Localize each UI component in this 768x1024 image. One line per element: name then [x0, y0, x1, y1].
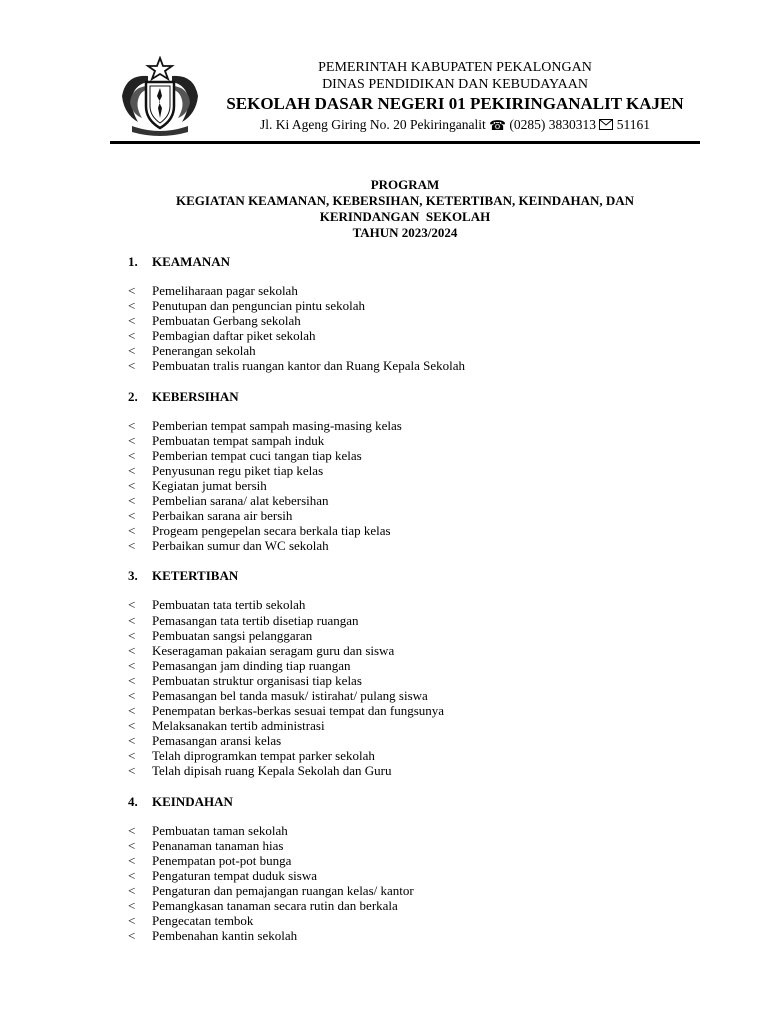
item-text: Pembuatan Gerbang sekolah [152, 313, 301, 329]
bullet-marker: < [128, 612, 136, 628]
section-kebersihan [128, 388, 708, 554]
list-item [128, 913, 708, 928]
bullet-marker: < [128, 672, 136, 688]
list-item [128, 868, 708, 883]
bullet-marker: < [128, 852, 136, 868]
item-text: Kegiatan jumat bersih [152, 477, 267, 493]
item-text: Pembuatan tralis ruangan kantor dan Ruang Kepala Sekolah [152, 358, 465, 374]
list-item [128, 718, 708, 733]
list-item [128, 358, 708, 373]
letterhead-school-name: SEKOLAH DASAR NEGERI 01 PEKIRINGANALIT KAJEN [226, 94, 684, 113]
bullet-marker: < [128, 493, 136, 509]
bullet-marker: < [128, 328, 136, 344]
item-text: Pembuatan tata tertib sekolah [152, 597, 306, 613]
item-text: Penutupan dan penguncian pintu sekolah [152, 298, 366, 314]
item-text: Perbaikan sarana air bersih [152, 508, 293, 524]
section-heading [128, 388, 708, 406]
item-text: Progeam pengepelan secara berkala tiap kelas [152, 523, 391, 539]
letterhead-divider [110, 141, 700, 144]
section-number: 3. [128, 568, 138, 584]
item-text: Pembuatan struktur organisasi tiap kelas [152, 672, 362, 688]
item-text: Penempatan berkas-berkas sesuai tempat dan fungsunya [152, 703, 445, 719]
letterhead-contact [210, 115, 700, 136]
item-list [128, 418, 708, 554]
postal-code: 51161 [616, 117, 650, 132]
list-item [128, 538, 708, 553]
bullet-marker: < [128, 837, 136, 853]
item-text: Telah diprogramkan tempat parker sekolah [152, 748, 375, 764]
title-line-3: KERINDANGAN SEKOLAH [319, 209, 491, 224]
item-text: Melaksanakan tertib administrasi [152, 718, 325, 734]
bullet-marker: < [128, 928, 136, 944]
bullet-marker: < [128, 508, 136, 524]
bullet-marker: < [128, 703, 136, 719]
item-text: Pembenahan kantin sekolah [152, 928, 298, 944]
list-item [128, 823, 708, 838]
list-item [128, 448, 708, 463]
item-text: Perbaikan sumur dan WC sekolah [152, 538, 329, 554]
item-list [128, 597, 708, 778]
list-item [128, 898, 708, 913]
bullet-marker: < [128, 748, 136, 764]
item-text: Pengaturan tempat duduk siswa [152, 867, 317, 883]
item-text: Pembagian daftar piket sekolah [152, 328, 316, 344]
item-text: Pembuatan taman sekolah [152, 822, 288, 838]
list-item [128, 478, 708, 493]
item-text: Pembuatan sangsi pelanggaran [152, 627, 313, 643]
bullet-marker: < [128, 642, 136, 658]
item-text: Pembelian sarana/ alat kebersihan [152, 493, 329, 509]
item-text: Pemasangan aransi kelas [152, 733, 282, 749]
item-text: Pemberian tempat sampah masing-masing kelas [152, 417, 402, 433]
item-text: Penempatan pot-pot bunga [152, 852, 292, 868]
item-text: Pembuatan tempat sampah induk [152, 432, 325, 448]
section-title: KEINDAHAN [152, 793, 233, 809]
bullet-marker: < [128, 298, 136, 314]
item-list [128, 823, 708, 944]
list-item [128, 597, 708, 612]
list-item [128, 883, 708, 898]
bullet-marker: < [128, 822, 136, 838]
section-number: 1. [128, 254, 138, 269]
list-item [128, 343, 708, 358]
bullet-marker: < [128, 733, 136, 749]
item-text: Pemangkasan tanaman secara rutin dan berkala [152, 898, 398, 913]
list-item [128, 328, 708, 343]
list-item [128, 463, 708, 478]
bullet-marker: < [128, 627, 136, 643]
bullet-marker: < [128, 867, 136, 883]
section-title: KEBERSIHAN [152, 388, 239, 404]
section-heading [128, 793, 708, 811]
regency-emblem-icon [118, 56, 202, 136]
item-text: Telah dipisah ruang Kepala Sekolah dan Guru [152, 763, 392, 779]
bullet-marker: < [128, 657, 136, 673]
title-line-4: TAHUN 2023/2024 [352, 225, 458, 240]
bullet-marker: < [128, 432, 136, 448]
item-text: Penerangan sekolah [152, 343, 256, 359]
section-number: 4. [128, 793, 138, 809]
section-heading [128, 567, 708, 585]
telephone-icon: ☎ [489, 118, 506, 133]
section-keamanan [128, 253, 708, 374]
bullet-marker: < [128, 913, 136, 929]
bullet-marker: < [128, 447, 136, 463]
item-text: Pemeliharaan pagar sekolah [152, 283, 298, 298]
item-text: Pemasangan jam dinding tiap ruangan [152, 657, 351, 673]
item-text: Pemasangan tata tertib disetiap ruangan [152, 612, 359, 628]
letterhead-government: PEMERINTAH KABUPATEN PEKALONGAN [318, 60, 592, 75]
list-item [128, 313, 708, 328]
item-text: Pengaturan dan pemajangan ruangan kelas/ kantor [152, 882, 414, 898]
list-item [128, 853, 708, 868]
program-content [128, 253, 708, 957]
list-item [128, 508, 708, 523]
bullet-marker: < [128, 343, 136, 359]
list-item [128, 658, 708, 673]
list-item [128, 703, 708, 718]
section-title: KEAMANAN [152, 254, 230, 269]
list-item [128, 613, 708, 628]
list-item [128, 733, 708, 748]
bullet-marker: < [128, 313, 136, 329]
list-item [128, 838, 708, 853]
list-item [128, 763, 708, 778]
list-item [128, 688, 708, 703]
list-item [128, 433, 708, 448]
bullet-marker: < [128, 597, 136, 613]
item-list [128, 283, 708, 374]
item-text: Keseragaman pakaian seragam guru dan siswa [152, 642, 395, 658]
list-item [128, 748, 708, 763]
document-title [110, 177, 700, 241]
list-item [128, 283, 708, 298]
letterhead [110, 56, 700, 146]
bullet-marker: < [128, 477, 136, 493]
bullet-marker: < [128, 687, 136, 703]
bullet-marker: < [128, 763, 136, 779]
title-line-2: KEGIATAN KEAMANAN, KEBERSIHAN, KETERTIBAN, KEINDAHAN, DAN [175, 193, 635, 208]
list-item [128, 298, 708, 313]
section-keindahan [128, 793, 708, 944]
list-item [128, 523, 708, 538]
bullet-marker: < [128, 358, 136, 374]
bullet-marker: < [128, 283, 136, 298]
section-title: KETERTIBAN [152, 568, 239, 584]
section-ketertiban [128, 567, 708, 778]
list-item [128, 493, 708, 508]
bullet-marker: < [128, 898, 136, 913]
item-text: Pengecatan tembok [152, 913, 254, 929]
bullet-marker: < [128, 417, 136, 433]
list-item [128, 928, 708, 943]
item-text: Pemasangan bel tanda masuk/ istirahat/ pulang siswa [152, 687, 428, 703]
item-text: Penyusunan regu piket tiap kelas [152, 462, 324, 478]
item-text: Pemberian tempat cuci tangan tiap kelas [152, 447, 362, 463]
bullet-marker: < [128, 462, 136, 478]
bullet-marker: < [128, 882, 136, 898]
list-item [128, 643, 708, 658]
list-item [128, 418, 708, 433]
envelope-icon [599, 119, 613, 130]
letterhead-department: DINAS PENDIDIKAN DAN KEBUDAYAAN [322, 77, 588, 92]
title-line-1: PROGRAM [370, 177, 440, 192]
address-text: Jl. Ki Ageng Giring No. 20 Pekiringanalit [260, 117, 486, 132]
bullet-marker: < [128, 718, 136, 734]
section-heading [128, 253, 708, 271]
bullet-marker: < [128, 538, 136, 554]
section-number: 2. [128, 388, 138, 404]
item-text: Penanaman tanaman hias [152, 837, 284, 853]
phone-text: (0285) 3830313 [509, 117, 596, 132]
bullet-marker: < [128, 523, 136, 539]
list-item [128, 628, 708, 643]
list-item [128, 673, 708, 688]
